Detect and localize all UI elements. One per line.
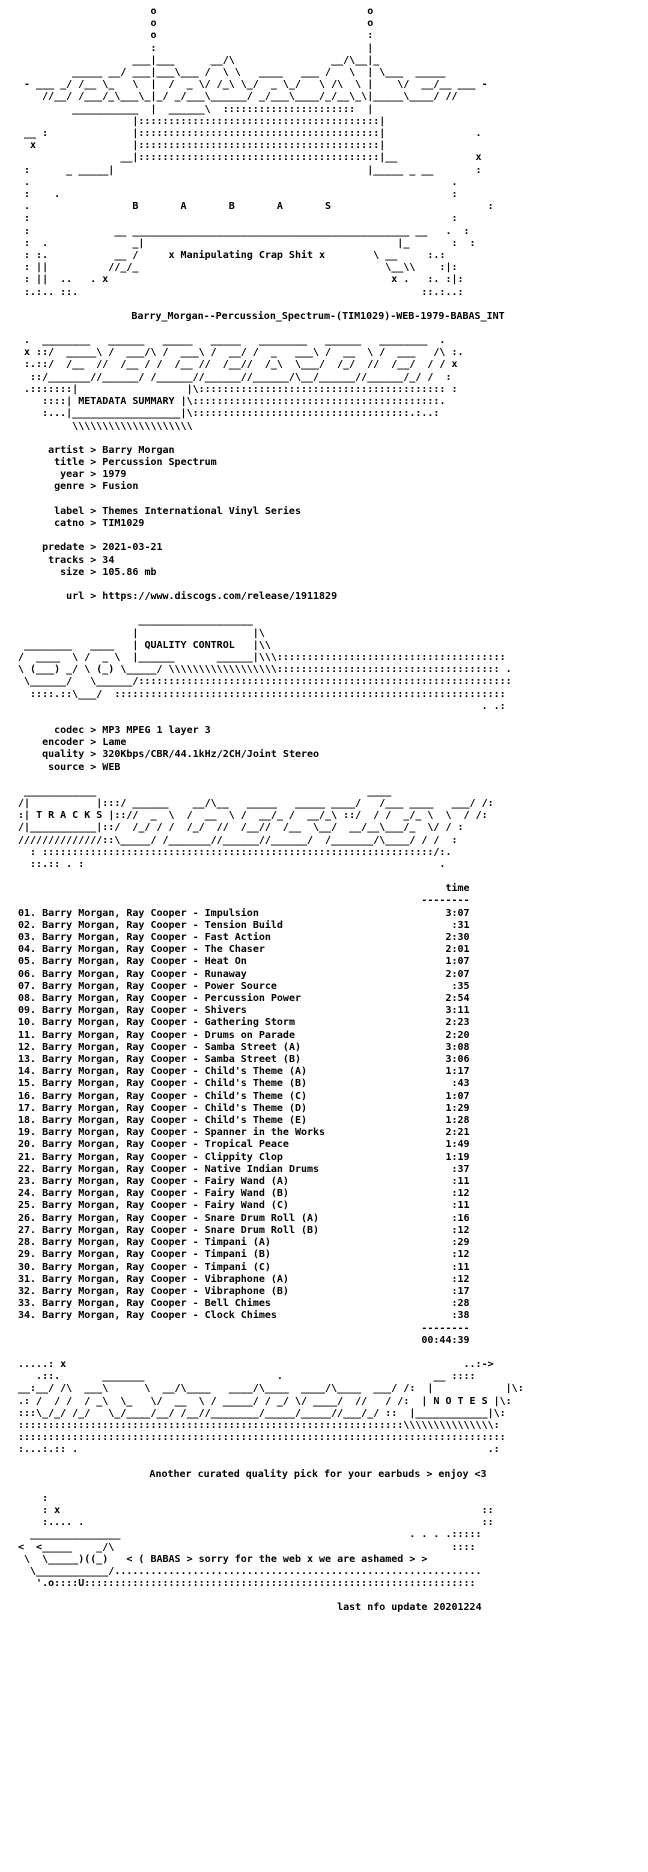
track-time: :12: [451, 1273, 470, 1285]
label-catno: catno: [54, 517, 85, 529]
track-time: :12: [451, 1224, 470, 1236]
track-time: :11: [451, 1261, 470, 1273]
track-row: 18. Barry Morgan, Ray Cooper - Child's Theme (E) 1:28: [18, 1115, 470, 1127]
track-title: Timpani (B): [204, 1249, 271, 1261]
track-number: 11.: [18, 1029, 37, 1041]
last-update: last nfo update 20201224: [337, 1602, 482, 1614]
value-predate: 2021-03-21: [102, 542, 163, 554]
track-time: :31: [451, 919, 470, 931]
value-size: 105.86 mb: [102, 566, 157, 578]
track-row: 14. Barry Morgan, Ray Cooper - Child's Theme (A) 1:17: [18, 1066, 470, 1078]
track-title: Runaway: [204, 968, 247, 980]
track-artist: Barry Morgan, Ray Cooper: [42, 1054, 187, 1066]
track-time: 1:17: [445, 1066, 470, 1078]
track-time: :35: [451, 980, 470, 992]
track-title: Drums on Parade: [204, 1029, 295, 1041]
track-artist: Barry Morgan, Ray Cooper: [42, 980, 187, 992]
track-row: 04. Barry Morgan, Ray Cooper - The Chaser 2:01: [18, 944, 470, 956]
track-title: Samba Street (A): [204, 1041, 301, 1053]
track-number: 04.: [18, 944, 37, 956]
tracklist: [18, 883, 648, 1347]
track-time: 3:08: [445, 1041, 470, 1053]
total-time: -------- 00:44:39: [421, 1322, 470, 1346]
track-row: 28. Barry Morgan, Ray Cooper - Timpani (A) :29: [18, 1237, 470, 1249]
release-name: Barry_Morgan--Percussion_Spectrum-(TIM1029)-WEB-1979-BABAS_INT: [131, 310, 505, 322]
value-url[interactable]: https://www.discogs.com/release/1911829: [102, 591, 338, 603]
value-artist: Barry Morgan: [102, 444, 175, 456]
track-title: Fairy Wand (C): [204, 1200, 289, 1212]
track-row: 20. Barry Morgan, Ray Cooper - Tropical Peace 1:49: [18, 1139, 470, 1151]
track-title: Snare Drum Roll (B): [204, 1224, 320, 1236]
label-artist: artist: [48, 444, 85, 456]
track-artist: Barry Morgan, Ray Cooper: [42, 1078, 187, 1090]
track-number: 32.: [18, 1285, 37, 1297]
track-time: 1:07: [445, 956, 470, 968]
track-artist: Barry Morgan, Ray Cooper: [42, 1261, 187, 1273]
track-time: 2:20: [445, 1029, 470, 1041]
value-catno: TIM1029: [102, 517, 145, 529]
track-time: 1:49: [445, 1139, 470, 1151]
track-artist: Barry Morgan, Ray Cooper: [42, 1115, 187, 1127]
track-artist: Barry Morgan, Ray Cooper: [42, 1029, 187, 1041]
track-artist: Barry Morgan, Ray Cooper: [42, 1163, 187, 1175]
track-number: 09.: [18, 1005, 37, 1017]
track-artist: Barry Morgan, Ray Cooper: [42, 956, 187, 968]
track-number: 28.: [18, 1237, 37, 1249]
track-row: 30. Barry Morgan, Ray Cooper - Timpani (C) :11: [18, 1261, 470, 1273]
track-time: 1:07: [445, 1090, 470, 1102]
track-number: 05.: [18, 956, 37, 968]
track-title: Snare Drum Roll (A): [204, 1212, 320, 1224]
track-number: 24.: [18, 1188, 37, 1200]
track-time: 2:07: [445, 968, 470, 980]
label-year: year: [60, 469, 85, 481]
metadata-ascii-banner: . ________ ______ _____ _____ ________ ______ ________ . x ::/ _____\ / ___/\ / ___\ / __/ / _ ___\ / __ \ / ___ /\ :. :.::/ /__ // /__ / / /__ // /__// /_\ \___/ /_/ // /__/ / / x ::/_______//______/ /______//______//______/\__/______//______/_/ / : .:::::::| |\::::::::::::::::::::::::::::::::::::::::: : ::::| METADATA SUMMARY |\:::::::::::::::::::::::::::::::::::::::::. :...|__________________|\::::::::::::::::::::::::::::::::::::.:..: \\\\\\\\\\\\\\\\\\\\: [24, 335, 464, 432]
value-tracks: 34: [102, 554, 115, 566]
track-time: :16: [451, 1212, 470, 1224]
track-time: :12: [451, 1188, 470, 1200]
track-row: 22. Barry Morgan, Ray Cooper - Native Indian Drums :37: [18, 1163, 470, 1175]
track-row: 10. Barry Morgan, Ray Cooper - Gathering Storm 2:23: [18, 1017, 470, 1029]
track-number: 10.: [18, 1017, 37, 1029]
track-time: :11: [451, 1176, 470, 1188]
track-row: 25. Barry Morgan, Ray Cooper - Fairy Wand (C) :11: [18, 1200, 470, 1212]
track-artist: Barry Morgan, Ray Cooper: [42, 1188, 187, 1200]
quality-list: codec > MP3 MPEG 1 layer 3 encoder > Lame quality > 320Kbps/CBR/44.1kHz/2CH/Joint Stereo source > WEB: [42, 724, 320, 773]
track-row: 11. Barry Morgan, Ray Cooper - Drums on Parade 2:20: [18, 1029, 470, 1041]
track-title: Fairy Wand (A): [204, 1176, 289, 1188]
label-url: url: [66, 591, 85, 603]
header-tagline: x Manipulating Crap Shit x: [168, 250, 326, 262]
track-number: 22.: [18, 1163, 37, 1175]
track-number: 17.: [18, 1102, 37, 1114]
track-title: The Chaser: [204, 944, 265, 956]
track-title: Samba Street (B): [204, 1054, 301, 1066]
track-row: 16. Barry Morgan, Ray Cooper - Child's Theme (C) 1:07: [18, 1090, 470, 1102]
track-title: Impulsion: [204, 907, 259, 919]
track-artist: Barry Morgan, Ray Cooper: [42, 944, 187, 956]
track-rows: [18, 908, 470, 1322]
notes-ascii-banner: .....: x ..:-> .::. _______ . __ :::: __:__/ /\ ___\ \ __/\____ ____/\____ ____/\____ ___/ /: | |\: .: / / / / _\ \_ \/ __ \ / _____/ / _/ \/ ____/ // / /: | N O T E S |\: :::\_/_/ /_/ \_/____/__/ /__//________/_____/_____//___/_/ :: |____________|\: ::::::::::::::::::::::::::::::::::::::::::::::::::::::::::::::::\\\\\\\\\\\\\\\: ::::::::::::::::::::::::::::::::::::::::::::::::::::::::::::::::::::::::::::::::: :...:.:: . .:: [18, 1358, 524, 1456]
track-number: 01.: [18, 907, 37, 919]
label-size: size: [60, 566, 85, 578]
value-record-label: Themes International Vinyl Series: [102, 505, 301, 517]
track-title: Vibraphone (B): [204, 1285, 289, 1297]
track-title: Spanner in the Works: [204, 1127, 326, 1139]
group-letters: B A B A S: [132, 201, 332, 213]
label-record-label: label: [54, 505, 85, 517]
track-row: 21. Barry Morgan, Ray Cooper - Clippity Clop 1:19: [18, 1151, 470, 1163]
track-number: 12.: [18, 1041, 37, 1053]
track-number: 02.: [18, 919, 37, 931]
track-title: Timpani (C): [204, 1261, 271, 1273]
track-number: 21.: [18, 1151, 37, 1163]
track-artist: Barry Morgan, Ray Cooper: [42, 1151, 187, 1163]
track-row: 05. Barry Morgan, Ray Cooper - Heat On 1:07: [18, 956, 470, 968]
track-title: Gathering Storm: [204, 1017, 295, 1029]
footer-message: < ( BABAS > sorry for the web x we are ashamed > >: [126, 1553, 428, 1565]
last-update-line: [18, 1602, 648, 1614]
track-row: 06. Barry Morgan, Ray Cooper - Runaway 2:07: [18, 968, 470, 980]
quality-ascii-banner: ___________________ | |\ ________ ____ | QUALITY CONTROL |\\ / ____ \ / _ \ |______ ______|\\\:::::::::::::::::::::::::::::::::::::: \ (___) _/ \ (_) \_____/ \\\\\\\\\\\\\\\\\\::::::::::::::::::::::::::::::::::::: . \______/ \______/:::::::::::::::::::::::::::::::::::::::::::::::::::::::::::::: ::::.::\___/ ::::::::::::::::::::::::::::::::::::::::::::::::::::::::::::::::: . .:: [18, 615, 512, 712]
track-number: 18.: [18, 1115, 37, 1127]
track-row: 26. Barry Morgan, Ray Cooper - Snare Drum Roll (A) :16: [18, 1212, 470, 1224]
track-title: Timpani (A): [204, 1237, 271, 1249]
track-number: 19.: [18, 1127, 37, 1139]
track-time: 2:30: [445, 932, 470, 944]
track-row: 03. Barry Morgan, Ray Cooper - Fast Action 2:30: [18, 932, 470, 944]
total-time-value: 00:44:39: [421, 1334, 470, 1346]
label-genre: genre: [54, 481, 85, 493]
track-title: Tropical Peace: [204, 1139, 289, 1151]
track-title: Clippity Clop: [204, 1151, 283, 1163]
track-artist: Barry Morgan, Ray Cooper: [42, 1090, 187, 1102]
track-time: :28: [451, 1298, 470, 1310]
track-time: :38: [451, 1310, 470, 1322]
track-artist: Barry Morgan, Ray Cooper: [42, 1066, 187, 1078]
track-time: 1:28: [445, 1115, 470, 1127]
label-title: title: [54, 456, 85, 468]
header-ascii-art: o o o o o : : | ___|___ __/\ __/\__|_ _____ __/ ___|___\___ / \ \ ____ ___ / \ | \___ _____ - ___ _/ /__ \_ \ | / _ \/ /_\ \_/ _ \_/ \ /\ \ | \/ __/__ ___ - //__/ /___/_\___\_|_/ _/___\______/ _/___\____/_/__\_\|_____\____/ // ___________ | ______\ :::::::::::::::::::::: | |::::::::::::::::::::::::::::::::::::::::| __ : |::::::::::::::::::::::::::::::::::::::::| . x |::::::::::::::::::::::::::::::::::::::::| __|::::::::::::::::::::::::::::::::::::::::|__ x : _ _____| |_____ _ __ : . . : . : . B A B A S : : : : __ ______________________________________________ __ . : : . _| |_ : : : :. __ / x Manipulating Crap Shit x \ __ :.: : || //_/_ \__\\ :|: : || .. . x x . :. :|: :.:.. ::. ::.:..:: [24, 6, 494, 298]
track-artist: Barry Morgan, Ray Cooper: [42, 1102, 187, 1114]
label-source: source: [48, 761, 85, 773]
track-time: 3:06: [445, 1054, 470, 1066]
track-time: :11: [451, 1200, 470, 1212]
track-number: 15.: [18, 1078, 37, 1090]
track-row: 29. Barry Morgan, Ray Cooper - Timpani (B) :12: [18, 1249, 470, 1261]
track-artist: Barry Morgan, Ray Cooper: [42, 1127, 187, 1139]
track-row: 08. Barry Morgan, Ray Cooper - Percussion Power 2:54: [18, 993, 470, 1005]
track-time: 3:11: [445, 1005, 470, 1017]
track-artist: Barry Morgan, Ray Cooper: [42, 1017, 187, 1029]
track-number: 34.: [18, 1310, 37, 1322]
track-time: :29: [451, 1237, 470, 1249]
track-title: Shivers: [204, 1005, 247, 1017]
track-number: 13.: [18, 1054, 37, 1066]
track-artist: Barry Morgan, Ray Cooper: [42, 968, 187, 980]
track-number: 27.: [18, 1224, 37, 1236]
track-title: Heat On: [204, 956, 247, 968]
track-number: 23.: [18, 1176, 37, 1188]
track-number: 30.: [18, 1261, 37, 1273]
track-artist: Barry Morgan, Ray Cooper: [42, 1041, 187, 1053]
track-number: 06.: [18, 968, 37, 980]
track-time: 1:29: [445, 1102, 470, 1114]
footer-ascii: : : x :: :.... . :: _______________ . . . .::::: < <_____ _/\ :::: \ \_____)((_) < ( BABAS > sorry for the web x we are ashamed > > \____________/............................................................. '.o::::U:::::::::::::::::::::::::::::::::::::::::::::::::::::::::::::::::: [18, 1492, 494, 1590]
track-row: 31. Barry Morgan, Ray Cooper - Vibraphone (A) :12: [18, 1273, 470, 1285]
track-title: Power Source: [204, 980, 277, 992]
label-encoder: encoder: [42, 737, 85, 749]
track-time: 2:23: [445, 1017, 470, 1029]
track-title: Child's Theme (E): [204, 1115, 308, 1127]
track-title: Fairy Wand (B): [204, 1188, 289, 1200]
track-title: Native Indian Drums: [204, 1163, 320, 1175]
track-row: 34. Barry Morgan, Ray Cooper - Clock Chimes :38: [18, 1310, 470, 1322]
track-row: 17. Barry Morgan, Ray Cooper - Child's Theme (D) 1:29: [18, 1102, 470, 1114]
track-title: Fast Action: [204, 932, 271, 944]
value-source: WEB: [102, 761, 121, 773]
track-artist: Barry Morgan, Ray Cooper: [42, 1237, 187, 1249]
track-row: 32. Barry Morgan, Ray Cooper - Vibraphone (B) :17: [18, 1285, 470, 1297]
notes-text: Another curated quality pick for your earbuds > enjoy <3: [149, 1468, 487, 1480]
track-artist: Barry Morgan, Ray Cooper: [42, 1298, 187, 1310]
track-time: :12: [451, 1249, 470, 1261]
track-row: 09. Barry Morgan, Ray Cooper - Shivers 3:11: [18, 1005, 470, 1017]
metadata-section-title: METADATA SUMMARY: [78, 396, 175, 408]
track-title: Child's Theme (C): [204, 1090, 308, 1102]
track-time: 2:01: [445, 944, 470, 956]
track-row: 07. Barry Morgan, Ray Cooper - Power Source :35: [18, 980, 470, 992]
track-number: 16.: [18, 1090, 37, 1102]
track-artist: Barry Morgan, Ray Cooper: [42, 1139, 187, 1151]
tracks-section-title: T R A C K S: [36, 810, 103, 822]
notes-section-title: N O T E S: [433, 1395, 488, 1407]
track-title: Child's Theme (A): [204, 1066, 308, 1078]
track-number: 26.: [18, 1212, 37, 1224]
track-artist: Barry Morgan, Ray Cooper: [42, 1200, 187, 1212]
track-artist: Barry Morgan, Ray Cooper: [42, 1273, 187, 1285]
track-title: Percussion Power: [204, 993, 301, 1005]
track-artist: Barry Morgan, Ray Cooper: [42, 907, 187, 919]
track-artist: Barry Morgan, Ray Cooper: [42, 1005, 187, 1017]
track-number: 29.: [18, 1249, 37, 1261]
track-artist: Barry Morgan, Ray Cooper: [42, 919, 187, 931]
metadata-list: artist > Barry Morgan title > Percussion Spectrum year > 1979 genre > Fusion label > Themes International Vinyl Series catno > TIM1029 predate > 2021-03-21 tracks > 34 size > 105.86 mb url > https://www.discogs.com/release/1911829: [42, 444, 338, 603]
track-time: :37: [451, 1163, 470, 1175]
track-title: Bell Chimes: [204, 1298, 271, 1310]
value-title: Percussion Spectrum: [102, 456, 217, 468]
track-number: 03.: [18, 932, 37, 944]
track-row: 01. Barry Morgan, Ray Cooper - Impulsion 3:07: [18, 907, 470, 919]
track-artist: Barry Morgan, Ray Cooper: [42, 993, 187, 1005]
track-time: 1:19: [445, 1151, 470, 1163]
track-title: Tension Build: [204, 919, 283, 931]
value-codec: MP3 MPEG 1 layer 3: [102, 724, 211, 736]
track-row: 15. Barry Morgan, Ray Cooper - Child's Theme (B) :43: [18, 1078, 470, 1090]
track-artist: Barry Morgan, Ray Cooper: [42, 1285, 187, 1297]
track-row: 27. Barry Morgan, Ray Cooper - Snare Drum Roll (B) :12: [18, 1224, 470, 1236]
label-tracks: tracks: [48, 554, 85, 566]
track-row: 19. Barry Morgan, Ray Cooper - Spanner in the Works 2:21: [18, 1127, 470, 1139]
track-row: 02. Barry Morgan, Ray Cooper - Tension Build :31: [18, 919, 470, 931]
quality-section-title: QUALITY CONTROL: [144, 639, 235, 651]
tracks-ascii-banner: ____________ ____ /| |:::/ ______ __/\__ _____ _____ ____/ /___ ____ ___/ /: :| T R A C K S |::// _ \ / __ \ / __/_ / __/_\ ::/ / / _/_ \ \ / /: /|___________|::/ /_/ / / /_/ // /__// /__ \__/ __/__\___/_ \/ / : //////////////::\_____/ /_______//______//______/ /_______/\____/ / / : : :::::::::::::::::::::::::::::::::::::::::::::::::::::::::::::::::/:. ::.:: . : .: [18, 785, 494, 870]
time-header: time: [445, 883, 470, 895]
track-row: 13. Barry Morgan, Ray Cooper - Samba Street (B) 3:06: [18, 1054, 470, 1066]
track-artist: Barry Morgan, Ray Cooper: [42, 932, 187, 944]
time-column-header: time --------: [421, 883, 470, 907]
value-encoder: Lame: [102, 737, 127, 749]
track-artist: Barry Morgan, Ray Cooper: [42, 1310, 187, 1322]
track-time: :17: [451, 1285, 470, 1297]
track-title: Child's Theme (D): [204, 1102, 308, 1114]
track-row: 33. Barry Morgan, Ray Cooper - Bell Chimes :28: [18, 1298, 470, 1310]
track-artist: Barry Morgan, Ray Cooper: [42, 1224, 187, 1236]
track-artist: Barry Morgan, Ray Cooper: [42, 1176, 187, 1188]
track-row: 23. Barry Morgan, Ray Cooper - Fairy Wand (A) :11: [18, 1176, 470, 1188]
label-codec: codec: [54, 724, 85, 736]
label-quality: quality: [42, 749, 85, 761]
track-title: Child's Theme (B): [204, 1078, 308, 1090]
track-number: 20.: [18, 1139, 37, 1151]
track-row: 12. Barry Morgan, Ray Cooper - Samba Street (A) 3:08: [18, 1041, 470, 1053]
track-number: 14.: [18, 1066, 37, 1078]
track-number: 31.: [18, 1273, 37, 1285]
track-row: 24. Barry Morgan, Ray Cooper - Fairy Wand (B) :12: [18, 1188, 470, 1200]
track-time: 2:54: [445, 993, 470, 1005]
track-number: 07.: [18, 980, 37, 992]
track-number: 08.: [18, 993, 37, 1005]
label-predate: predate: [42, 542, 85, 554]
track-number: 25.: [18, 1200, 37, 1212]
track-time: 3:07: [445, 907, 470, 919]
track-artist: Barry Morgan, Ray Cooper: [42, 1249, 187, 1261]
track-artist: Barry Morgan, Ray Cooper: [42, 1212, 187, 1224]
track-title: Vibraphone (A): [204, 1273, 289, 1285]
value-year: 1979: [102, 469, 127, 481]
track-time: :43: [451, 1078, 470, 1090]
value-quality: 320Kbps/CBR/44.1kHz/2CH/Joint Stereo: [102, 749, 320, 761]
track-number: 33.: [18, 1298, 37, 1310]
value-genre: Fusion: [102, 481, 139, 493]
track-time: 2:21: [445, 1127, 470, 1139]
track-title: Clock Chimes: [204, 1310, 277, 1322]
